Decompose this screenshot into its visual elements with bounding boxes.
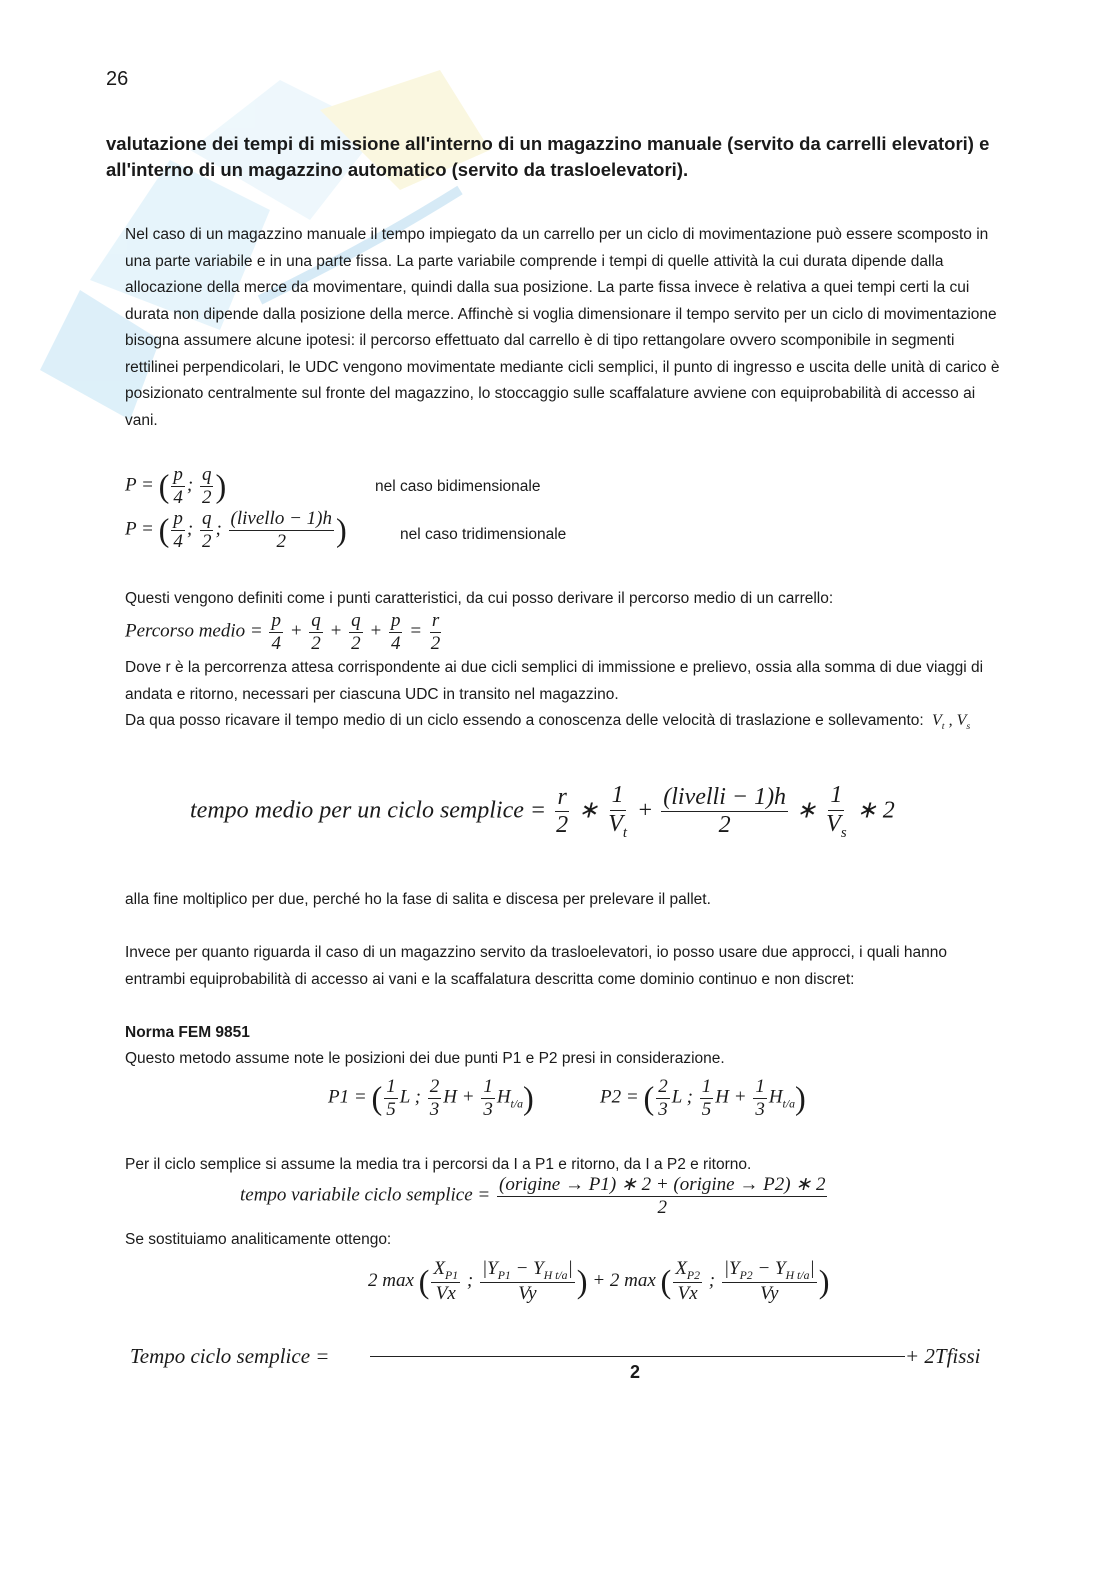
equation-p-2d: P = ( $\frac{p}{4}$ ; $\frac{q}{2}$ ) [125,464,227,508]
paragraph-velocita-text: Da qua posso ricavare il tempo medio di un ciclo essendo a conoscenza delle velocità di traslazione e sollevamento: [125,712,924,729]
equation-p-2d-note: nel caso bidimensionale [375,478,541,495]
percorso-label: Percorso medio = [125,620,263,642]
tempo-ciclo-label: Tempo ciclo semplice = [130,1344,330,1368]
equation-p2: P2 = ( $\frac{2}{3}$ L ; $\frac{1}{5}$ H + $\frac{1}{3}$ $H_{t/a}$) [600,1076,806,1120]
page-number: 26 [106,68,129,90]
equation-tempo-medio: tempo medio per un ciclo semplice = $\frac{r}{2}$ ∗ $\frac{1}{V_t}$ + $\frac{\text{(livelli − 1)h}}{2}$ ∗ $\frac{1}{V_s}$ ∗ 2 [190,782,895,841]
norma-title: Norma FEM 9851 [125,1024,250,1041]
paragraph-trasloelevatori: Invece per quanto riguarda il caso di un magazzino servito da trasloelevatori, io posso usare due approcci, i quali hanno entrambi equiprobabilità di accesso ai vani e la scaffalatura descritta come dominio continuo e non discret: [125,944,947,988]
equation-p-3d: P = ( $\frac{p}{4}$ ; $\frac{q}{2}$ ; $\frac{\text{(livello − 1)h}}{2}$ ) [125,508,347,552]
equation-p-3d-numerator: (livello − 1)h [230,508,332,529]
equation-tempo-variabile: tempo variabile ciclo semplice = $\frac{\text{(origine → P1) ∗ 2 + (origine → P2) ∗ 2}}{2}$ [240,1174,826,1218]
paragraph-moltiplico: alla fine moltiplico per due, perché ho la fase di salita e discesa per prelevare il pallet. [125,891,711,908]
paragraph-metodo: Questo metodo assume note le posizioni dei due punti P1 e P2 presi in considerazione. [125,1050,725,1067]
paragraph-punti-caratteristici: Questi vengono definiti come i punti caratteristici, da cui posso derivare il percorso medio di un carrello: [125,590,834,607]
tempo-medio-label: tempo medio per un ciclo semplice = [190,797,547,824]
paragraph-sostituiamo: Se sostituiamo analiticamente ottengo: [125,1231,392,1248]
equation-p1: P1 = ( $\frac{1}{5}$ L ; $\frac{2}{3}$ H + $\frac{1}{3}$ $H_{t/a}$) [328,1076,534,1120]
tempo-variabile-numerator: (origine → P1) ∗ 2 + (origine → P2) ∗ 2 [499,1174,826,1195]
tempo-variabile-label: tempo variabile ciclo semplice = [240,1184,491,1206]
equation-tempo-ciclo-numerator: 2 max ( $\frac{X_{P1}}{Vx}$ ; $\frac{|Y_{P1} - Y_{H t/a}|}{Vy}$ ) + 2 max ( $\frac{X_{P2}}{Vx}$ ; $\frac{|Y_{P2} - Y_{H t/a}|}{Vy}$ ) [368,1258,830,1305]
paragraph-ciclo-semplice: Per il ciclo semplice si assume la media tra i percorsi da I a P1 e ritorno, da I a P2 e ritorno. [125,1156,752,1173]
tempo-medio-numerator: (livelli − 1)h [661,784,788,813]
fraction-bar [370,1356,905,1357]
section-heading: valutazione dei tempi di missione all'interno di un magazzino manuale (servito da carrelli elevatori) e all'interno di un magazzino automatico (servito da trasloelevatori). [106,133,990,180]
paragraph-percorrenza: Dove r è la percorrenza attesa corrispondente ai due cicli semplici di immissione e prelievo, ossia alla somma di due viaggi di andata e ritorno, necessari per ciascuna UDC in transito nel magazzino. [125,659,984,703]
tempo-ciclo-tail: + 2Tfissi [905,1344,981,1368]
paragraph-velocita: Da qua posso ricavare il tempo medio di un ciclo essendo a conoscenza delle velocità di traslazione e sollevamento: $V_t$ , $V_s$ [125,712,971,733]
equation-percorso-medio: Percorso medio = $\frac{p}{4}$ + $\frac{q}{2}$ + $\frac{q}{2}$ + $\frac{p}{4}$ = $\frac{r}{2}$ [125,610,441,654]
paragraph-intro: Nel caso di un magazzino manuale il tempo impiegato da un carrello per un ciclo di movimentazione può essere scomposto in una parte variabile e in una parte fissa. La parte variabile comprende i tempi di quelle attività la cui durata dipende dalla allocazione della merce da movimentare, quindi dalla sua posizione. La parte fissa invece è relativa a quei tempi certi la cui durata non dipende dalla posizione della merce. Affinchè si voglia dimensionare il tempo servito per un ciclo di movimentazione bisogna assumere alcune ipotesi: il percorso effettuato dal carrello è di tipo rettangolare ovvero scomponibile in segmenti rettilinei perpendicolari, le UDC vengono movimentate mediante cicli semplici, il punto di ingresso e uscita delle unità di carico è posizionato centralmente sul fronte del magazzino, lo stoccaggio sulle scaffalature avviene con equiprobabilità di accesso ai vani. [125,226,1000,429]
equation-p-3d-note: nel caso tridimensionale [400,526,567,543]
equation-denominator: 2 [630,1362,641,1382]
